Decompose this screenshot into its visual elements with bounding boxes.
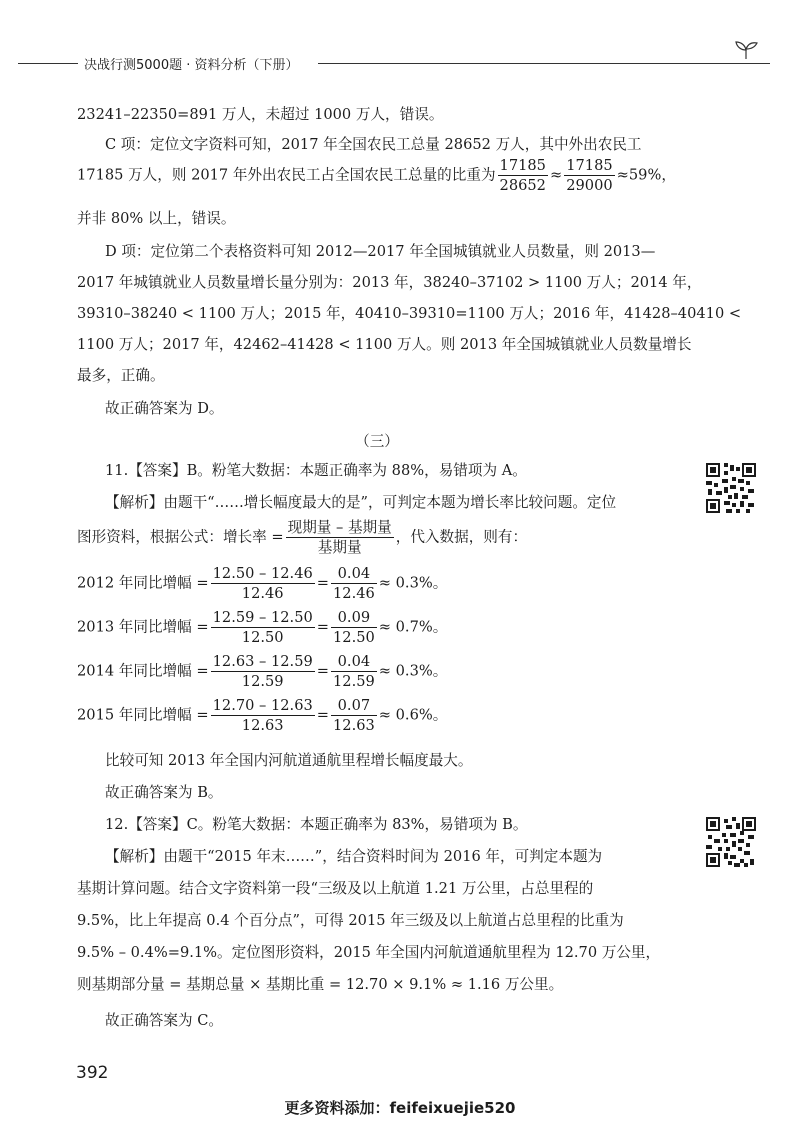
- fraction: [331, 564, 377, 603]
- formula-line: [77, 652, 677, 691]
- numerator: 12.59 – 12.50: [212, 609, 313, 626]
- numerator: 0.04: [331, 652, 377, 672]
- sprout-icon: [733, 40, 759, 60]
- page-number: 392: [76, 1063, 109, 1083]
- text-run: 图形资料，根据公式：增长率 =: [77, 528, 284, 546]
- text-line: 比较可知 2013 年全国内河航道通航里程增长幅度最大。: [105, 752, 473, 769]
- equals-sign: =: [316, 662, 329, 680]
- fraction: [498, 156, 548, 195]
- fraction: [211, 652, 315, 691]
- numerator: 0.04: [331, 564, 377, 584]
- text-line: C 项：定位文字资料可知，2017 年全国农民工总量 28652 万人，其中外出农民工: [105, 136, 642, 153]
- text-line: 1100 万人；2017 年，42462–41428 < 1100 万人。则 2013 年全国城镇就业人员数量增长: [77, 336, 692, 353]
- formula-result: ≈ 0.6%。: [378, 706, 448, 724]
- denominator: 12.59: [241, 673, 284, 690]
- fraction: [331, 608, 377, 647]
- numerator: 0.07: [331, 696, 377, 716]
- qr-code-icon[interactable]: [706, 817, 756, 867]
- text-line: 2017 年城镇就业人员数量增长量分别为：2013 年，38240–37102 > 1100 万人；2014 年，: [77, 274, 702, 291]
- answer-line: 故正确答案为 B。: [105, 784, 223, 801]
- text-run: ≈59%，: [616, 166, 676, 184]
- equals-sign: =: [316, 706, 329, 724]
- text-run: ，代入数据，则有：: [395, 528, 528, 546]
- fraction: [286, 518, 394, 557]
- question-answer: 11.【答案】B。粉笔大数据：本题正确率为 88%，易错项为 A。: [105, 462, 527, 479]
- formula-label: 2015 年同比增幅 =: [77, 706, 209, 724]
- denominator: 12.46: [241, 585, 284, 602]
- numerator: 0.09: [331, 608, 377, 628]
- analysis-line: 【解析】由题干“……增长幅度最大的是”，可判定本题为增长率比较问题。定位: [105, 494, 617, 511]
- text-line: 39310–38240 < 1100 万人；2015 年，40410–39310=1100 万人；2016 年，41428–40410 <: [77, 305, 742, 322]
- equals-sign: =: [316, 618, 329, 636]
- question-answer: 12.【答案】C。粉笔大数据：本题正确率为 83%，易错项为 B。: [105, 816, 528, 833]
- denominator: 12.59: [333, 673, 375, 690]
- text-line-with-fraction: [77, 518, 677, 557]
- fraction: [331, 652, 377, 691]
- qr-code-icon[interactable]: [706, 463, 756, 513]
- numerator: 12.63 – 12.59: [212, 653, 313, 670]
- formula-label: 2014 年同比增幅 =: [77, 662, 209, 680]
- denominator: 28652: [499, 177, 546, 194]
- numerator: 17185: [499, 157, 546, 174]
- formula-result: ≈ 0.7%。: [378, 618, 448, 636]
- text-line: 9.5%，比上年提高 0.4 个百分点”，可得 2015 年三级及以上航道占总里程的比重为: [77, 912, 624, 929]
- denominator: 12.63: [333, 717, 375, 734]
- numerator: 12.70 – 12.63: [212, 697, 313, 714]
- denominator: 12.50: [333, 629, 375, 646]
- running-header: [18, 52, 770, 76]
- formula-line: [77, 608, 677, 647]
- denominator: 29000: [566, 177, 613, 194]
- book-title: 决战行测5000题 · 资料分析（下册）: [84, 58, 299, 73]
- denominator: 12.50: [241, 629, 284, 646]
- denominator: 12.63: [241, 717, 284, 734]
- text-line-with-fraction: [77, 156, 677, 195]
- fraction: [331, 696, 377, 735]
- numerator: 12.50 – 12.46: [212, 565, 313, 582]
- header-rule-right: [318, 63, 770, 64]
- numerator: 17185: [566, 157, 613, 174]
- fraction: [211, 608, 315, 647]
- fraction: [211, 564, 315, 603]
- text-line: 并非 80% 以上，错误。: [77, 210, 236, 227]
- text-line: 23241–22350=891 万人，未超过 1000 万人，错误。: [77, 106, 444, 123]
- footer-note: 更多资料添加：feifeixuejie520: [284, 1099, 516, 1117]
- text-line: 基期计算问题。结合文字资料第一段“三级及以上航道 1.21 万公里，占总里程的: [77, 880, 594, 897]
- analysis-line: 【解析】由题干“2015 年末……”，结合资料时间为 2016 年，可判定本题为: [105, 848, 603, 865]
- text-line: 则基期部分量 = 基期总量 × 基期比重 = 12.70 × 9.1% ≈ 1.16 万公里。: [77, 976, 564, 993]
- numerator: 现期量 – 基期量: [287, 519, 392, 536]
- approx-sign: ≈: [549, 166, 563, 184]
- formula-label: 2013 年同比增幅 =: [77, 618, 209, 636]
- answer-line: 故正确答案为 D。: [105, 400, 224, 417]
- formula-line: [77, 564, 677, 603]
- section-heading: （三）: [355, 433, 399, 450]
- formula-line: [77, 696, 677, 735]
- header-rule-left: [18, 63, 78, 64]
- formula-result: ≈ 0.3%。: [378, 662, 448, 680]
- denominator: 基期量: [317, 539, 362, 556]
- text-line: 9.5% – 0.4%=9.1%。定位图形资料，2015 年全国内河航道通航里程为 12.70 万公里，: [77, 944, 661, 961]
- text-line: D 项：定位第二个表格资料可知 2012—2017 年全国城镇就业人员数量，则 2013—: [105, 243, 656, 260]
- formula-label: 2012 年同比增幅 =: [77, 574, 209, 592]
- denominator: 12.46: [333, 585, 375, 602]
- text-line: 最多，正确。: [77, 367, 165, 384]
- answer-line: 故正确答案为 C。: [105, 1012, 223, 1029]
- fraction: [564, 156, 614, 195]
- fraction: [211, 696, 315, 735]
- equals-sign: =: [316, 574, 329, 592]
- text-run: 17185 万人，则 2017 年外出农民工占全国农民工总量的比重为: [77, 166, 496, 184]
- formula-result: ≈ 0.3%。: [378, 574, 448, 592]
